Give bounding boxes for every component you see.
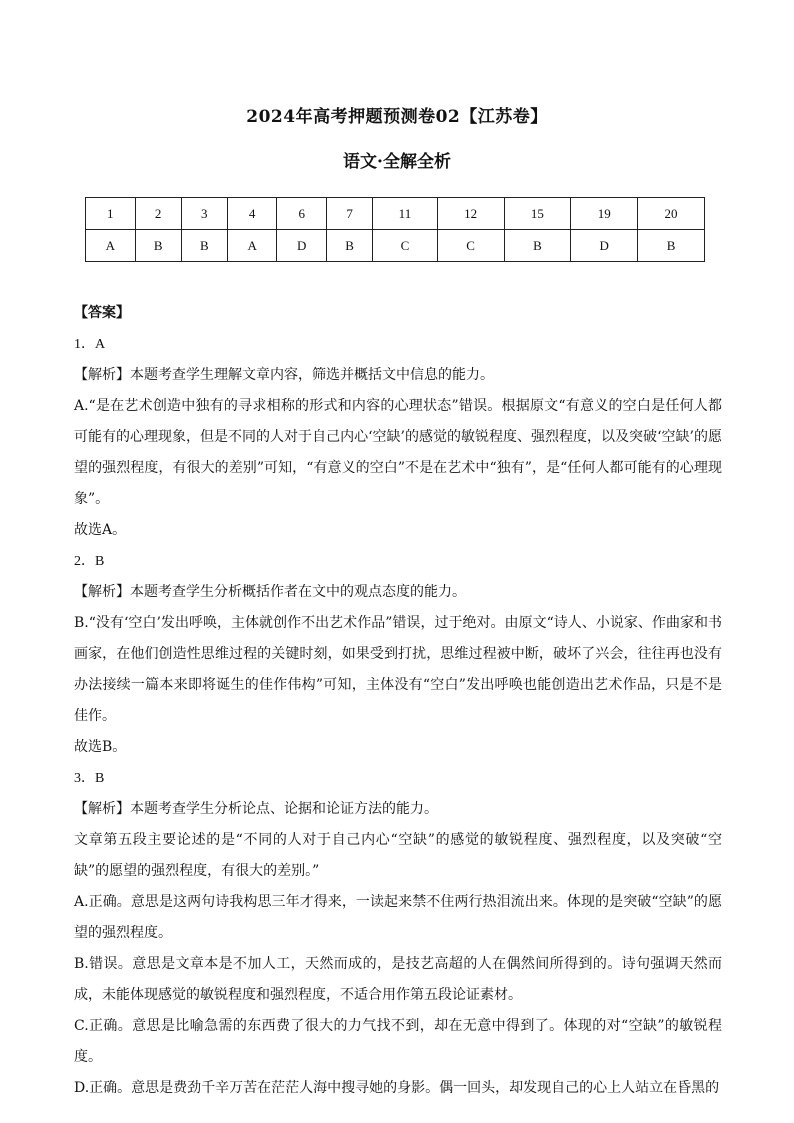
question-number-cell: 20 — [638, 198, 705, 230]
question-number-cell: 12 — [437, 198, 504, 230]
question-number-cell: 1 — [86, 198, 136, 230]
question-1-number: 1．A — [74, 337, 106, 352]
document-title: 2024年高考押题预测卷02【江苏卷】 — [246, 107, 548, 127]
answer-cell: D — [277, 230, 327, 262]
question-2-conclusion: 故选B。 — [74, 739, 127, 755]
question-2-analysis: 【解析】本题考查学生分析概括作者在文中的观点态度的能力。 — [74, 584, 466, 600]
question-number-cell: 4 — [227, 198, 277, 230]
question-1-analysis: 【解析】本题考查学生理解文章内容，筛选并概括文中信息的能力。 — [74, 367, 494, 383]
question-number-cell: 6 — [277, 198, 327, 230]
answer-cell: B — [327, 230, 373, 262]
question-number-cell: 3 — [181, 198, 227, 230]
question-number-cell: 15 — [504, 198, 571, 230]
answer-cell: A — [227, 230, 277, 262]
answer-cell: C — [373, 230, 438, 262]
answer-key-table — [85, 197, 705, 262]
question-number-cell: 11 — [373, 198, 438, 230]
question-number-cell: 2 — [135, 198, 181, 230]
question-number-row — [86, 198, 705, 230]
question-1-explanation: A.“是在艺术创造中独有的寻求相称的形式和内容的心理状态”错误。根据原文“有意义的空白是任何人都可能有的心理现象，但是不同的人对于自己内心‘空缺’的感觉的敏锐程度、强烈程度，以及突破‘空缺’的愿望的强烈程度，有很大的差别”可知，“有意义的空白”不是在艺术中“独有”，是“任何人都可能有的心理现象”。 — [74, 398, 722, 507]
document-subtitle: 语文·全解全析 — [343, 152, 451, 172]
answer-cell: B — [181, 230, 227, 262]
question-3-option-b: B.错误。意思是文章本是不加人工，天然而成的，是技艺高超的人在偶然间所得到的。诗句强调天然而成，未能体现感觉的敏锐程度和强烈程度，不适合用作第五段论证素材。 — [74, 956, 722, 1003]
answer-cell: B — [135, 230, 181, 262]
answer-cell: D — [571, 230, 638, 262]
answer-cell: C — [437, 230, 504, 262]
question-number-cell: 7 — [327, 198, 373, 230]
question-2-number: 2．B — [74, 554, 105, 569]
answer-cell: B — [638, 230, 705, 262]
question-3-option-c: C.正确。意思是比喻急需的东西费了很大的力气找不到，却在无意中得到了。体现的对“空缺”的敏锐程度。 — [74, 1018, 722, 1065]
question-number-cell: 19 — [571, 198, 638, 230]
answer-heading: 【答案】 — [74, 305, 130, 321]
question-3-number: 3．B — [74, 771, 105, 786]
question-3-option-a: A.正确。意思是这两句诗我构思三年才得来，一读起来禁不住两行热泪流出来。体现的是突破“空缺”的愿望的强烈程度。 — [74, 894, 722, 941]
explanation-body — [74, 298, 722, 1104]
question-2-explanation: B.“没有‘空白’发出呼唤，主体就创作不出艺术作品”错误，过于绝对。由原文“诗人、小说家、作曲家和书画家，在他们创造性思维过程的关键时刻，如果受到打扰，思维过程被中断，破坏了兴会，往往再也没有办法接续一篇本来即将诞生的佳作伟构”可知，主体没有“空白”发出呼唤也能创造出艺术作品，只是不是佳作。 — [74, 615, 722, 724]
answer-row — [86, 230, 705, 262]
question-3-paragraph-summary: 文章第五段主要论述的是“不同的人对于自己内心“空缺”的感觉的敏锐程度、强烈程度，以及突破“空缺”的愿望的强烈程度，有很大的差别。” — [74, 832, 722, 879]
answer-cell: B — [504, 230, 571, 262]
question-3-option-d: D.正确。意思是费劲千辛万苦在茫茫人海中搜寻她的身影。偶一回头，却发现自己的心上人站立在昏黑的 — [74, 1080, 720, 1096]
question-1-conclusion: 故选A。 — [74, 522, 127, 538]
answer-cell: A — [86, 230, 136, 262]
question-3-analysis: 【解析】本题考查学生分析论点、论据和论证方法的能力。 — [74, 801, 438, 817]
